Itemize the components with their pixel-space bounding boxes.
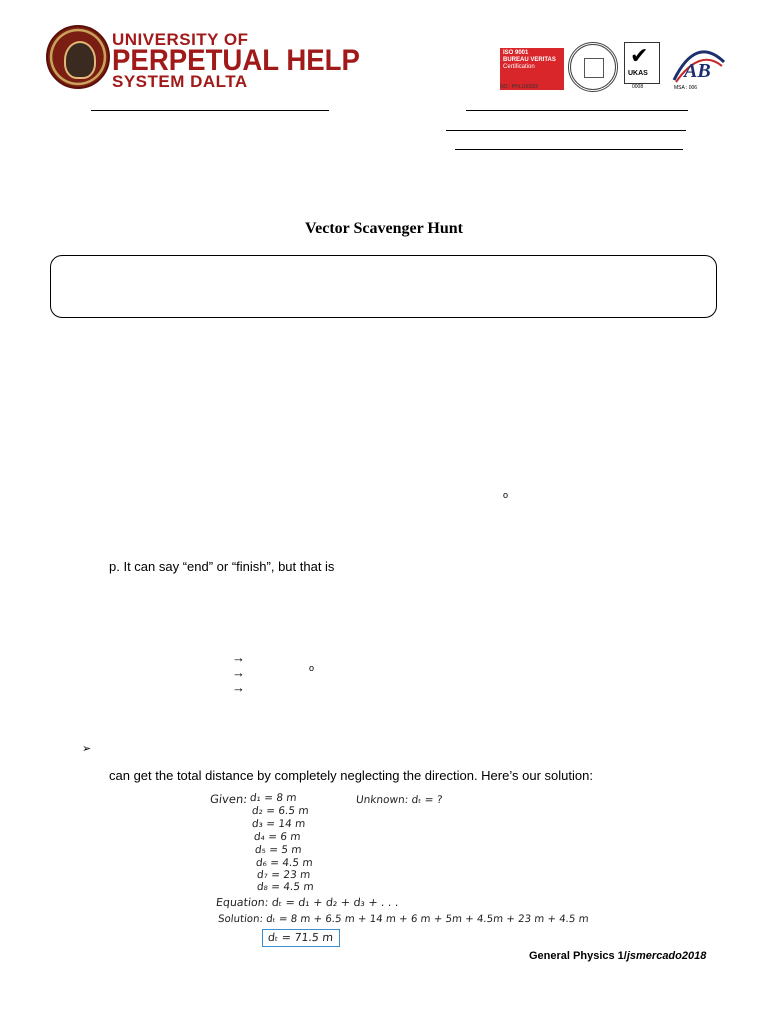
checkmark-icon: ✔: [630, 43, 649, 68]
body-text-line: p. It can say “end” or “finish”, but that is: [109, 559, 335, 574]
arrow-icon: →: [232, 680, 245, 695]
given-value: d₅ = 5 m: [254, 844, 303, 856]
iab-code: MSA : 006: [674, 85, 698, 91]
degree-mark: o: [309, 663, 315, 673]
blank-line-2: [446, 130, 686, 131]
university-seal-logo: [46, 25, 110, 89]
bureau-veritas-seal-logo: [568, 42, 618, 92]
university-name-line3: SYSTEM DALTA: [112, 72, 248, 91]
iso-body: BUREAU VERITAS: [503, 57, 556, 63]
degree-mark: o: [503, 490, 509, 500]
equation-text: Equation: dₜ = d₁ + d₂ + d₃ + . . .: [215, 896, 400, 909]
given-value: d₁ = 8 m: [249, 792, 298, 804]
blank-line-name: [91, 110, 329, 111]
solution-text: Solution: dₜ = 8 m + 6.5 m + 14 m + 6 m + 5m + 4.5m + 23 m + 4.5 m: [217, 914, 590, 925]
iso-title: ISO 9001: [503, 50, 529, 56]
ukas-code: 0008: [632, 84, 644, 90]
given-value: d₂ = 6.5 m: [251, 805, 310, 817]
given-label: Given:: [209, 792, 248, 806]
blank-line-3: [455, 149, 683, 150]
blank-line-1: [466, 110, 688, 111]
final-answer: dₜ = 71.5 m: [267, 931, 334, 944]
university-name-line1: UNIVERSITY OF: [112, 30, 249, 49]
given-value: d₄ = 6 m: [253, 831, 302, 843]
solution-intro-text: can get the total distance by completely neglecting the direction. Here’s our solution:: [109, 768, 593, 783]
given-value: d₃ = 14 m: [251, 818, 306, 830]
iso-number: NO.: PHL100032: [500, 84, 539, 90]
given-value: d₆ = 4.5 m: [255, 857, 314, 869]
given-value: d₈ = 4.5 m: [256, 881, 315, 893]
iso-cert: Certification: [503, 64, 535, 70]
unknown-text: Unknown: dₜ = ?: [355, 794, 444, 806]
page-title: Vector Scavenger Hunt: [305, 220, 463, 237]
footer-author: jsmercado2018: [626, 950, 707, 962]
arrow-icon: →: [232, 650, 245, 665]
iab-label: AB: [684, 60, 711, 82]
bullet-arrow-icon: ➢: [82, 743, 92, 755]
given-value: d₇ = 23 m: [256, 869, 311, 881]
university-name-line2: PERPETUAL HELP: [112, 44, 360, 77]
footer-credit: [529, 950, 706, 962]
ukas-label: UKAS: [628, 70, 648, 77]
footer-course: General Physics 1/: [529, 950, 627, 962]
instruction-box: [50, 255, 717, 318]
arrow-icon: →: [232, 665, 245, 680]
